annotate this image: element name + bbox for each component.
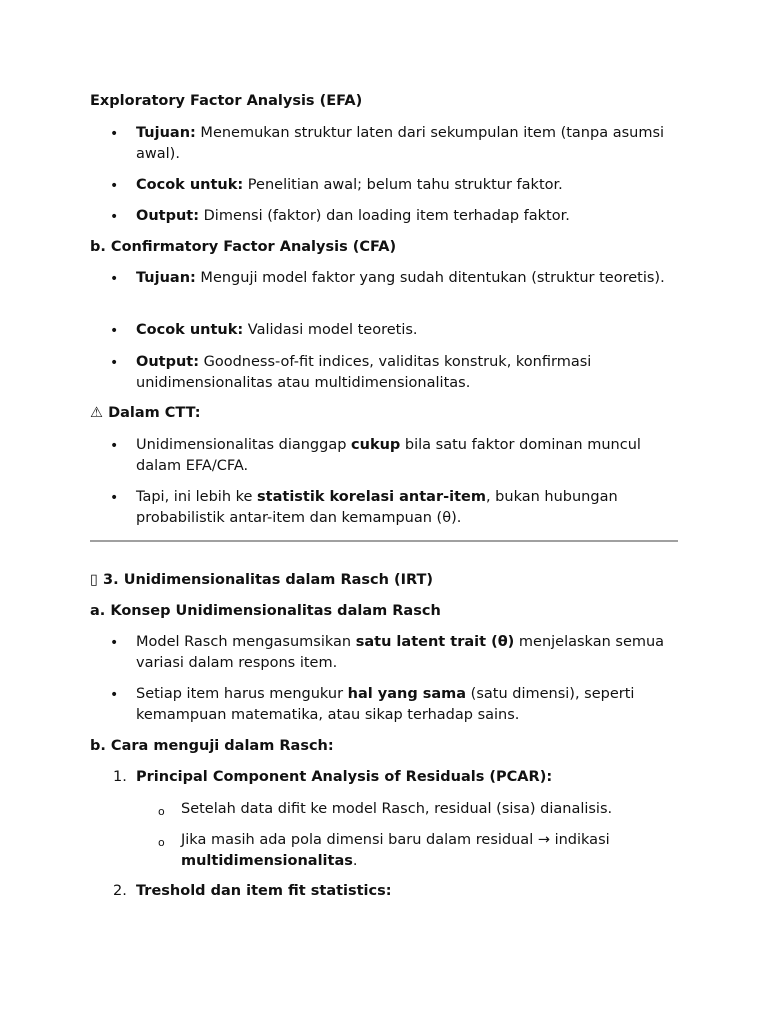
rasch-step-1-sub-1: Setelah data difit ke model Rasch, residual (sisa) dianalisis. [181,801,613,817]
ctt-item-2 [136,487,676,529]
rasch-step-1 [136,767,676,788]
item-text: . [352,853,358,869]
bullet-icon: • [110,126,119,142]
item-text: Tapi, ini lebih ke [136,489,258,505]
item-text: Goodness-of-fit indices, validitas konstruk, konfirmasi unidimensionalitas atau multidimensionalitas. [136,354,592,391]
cfa-item-output [136,352,676,394]
step-label: Treshold dan item fit statistics: [136,883,392,899]
bullet-icon: • [110,178,119,194]
item-text: Dimensi (faktor) dan loading item terhadap faktor. [199,208,570,224]
item-text: Model Rasch mengasumsikan [136,634,356,650]
item-text: Menguji model faktor yang sudah ditentukan (struktur teoretis). [195,270,665,286]
list-number: 1. [113,769,127,785]
rasch-title: 3. Unidimensionalitas dalam Rasch (IRT) [103,572,434,588]
item-text: Penelitian awal; belum tahu struktur faktor. [243,177,563,193]
rasch-concept-heading: a. Konsep Unidimensionalitas dalam Rasch [90,603,441,619]
efa-item-output [136,206,676,227]
bullet-icon: • [110,209,119,225]
bullet-icon: • [110,271,119,287]
item-text: Validasi model teoretis. [243,322,418,338]
item-emphasis: statistik korelasi antar-item [257,489,486,505]
bullet-icon: • [110,323,119,339]
item-label: Cocok untuk: [136,322,244,338]
item-emphasis: cukup [351,437,401,453]
item-text: Setiap item harus mengukur [136,686,348,702]
item-text: Jika masih ada pola dimensi baru dalam residual → indikasi [181,832,610,848]
item-text: Unidimensionalitas dianggap [136,437,352,453]
item-text: (satu dimensi), seperti kemampuan matematika, atau sikap terhadap sains. [136,686,635,723]
efa-item-cocok [136,175,676,196]
bullet-icon: • [110,490,119,506]
ctt-item-1 [136,435,676,477]
item-label: Output: [136,354,200,370]
rasch-concept-item-1 [136,632,676,674]
efa-item-tujuan [136,123,676,165]
rasch-step-2 [136,881,676,902]
item-text: Menemukan struktur laten dari sekumpulan item (tanpa asumsi awal). [136,125,665,162]
cfa-item-cocok [136,320,676,341]
item-text: menjelaskan semua variasi dalam respons item. [136,634,665,671]
bullet-icon: • [110,687,119,703]
circle-bullet-icon: o [158,836,165,849]
item-text: bila satu faktor dominan muncul dalam EFA/CFA. [136,437,641,474]
item-emphasis: multidimensionalitas [181,853,353,869]
cfa-heading: b. Confirmatory Factor Analysis (CFA) [90,239,397,255]
placeholder-glyph-icon: ▯ [90,572,98,588]
item-label: Cocok untuk: [136,177,244,193]
cfa-item-tujuan [136,268,676,289]
item-label: Tujuan: [136,125,196,141]
ctt-heading [90,403,201,424]
circle-bullet-icon: o [158,805,165,818]
bullet-icon: • [110,438,119,454]
rasch-concept-item-2 [136,684,676,726]
list-number: 2. [113,883,127,899]
item-text: , bukan hubungan probabilistik antar-item dan kemampuan (θ). [136,489,618,526]
warning-icon: ⚠ [90,405,103,421]
rasch-heading [90,570,433,591]
item-emphasis: hal yang sama [347,686,467,702]
item-label: Output: [136,208,200,224]
efa-heading: Exploratory Factor Analysis (EFA) [90,93,363,109]
rasch-test-heading: b. Cara menguji dalam Rasch: [90,738,334,754]
item-emphasis: satu latent trait (θ) [355,634,515,650]
rasch-step-1-sub-2 [181,830,676,872]
bullet-icon: • [110,635,119,651]
bullet-icon: • [110,355,119,371]
ctt-title: Dalam CTT: [108,405,201,421]
step-label: Principal Component Analysis of Residuals (PCAR): [136,769,553,785]
horizontal-divider [90,540,678,542]
item-label: Tujuan: [136,270,196,286]
